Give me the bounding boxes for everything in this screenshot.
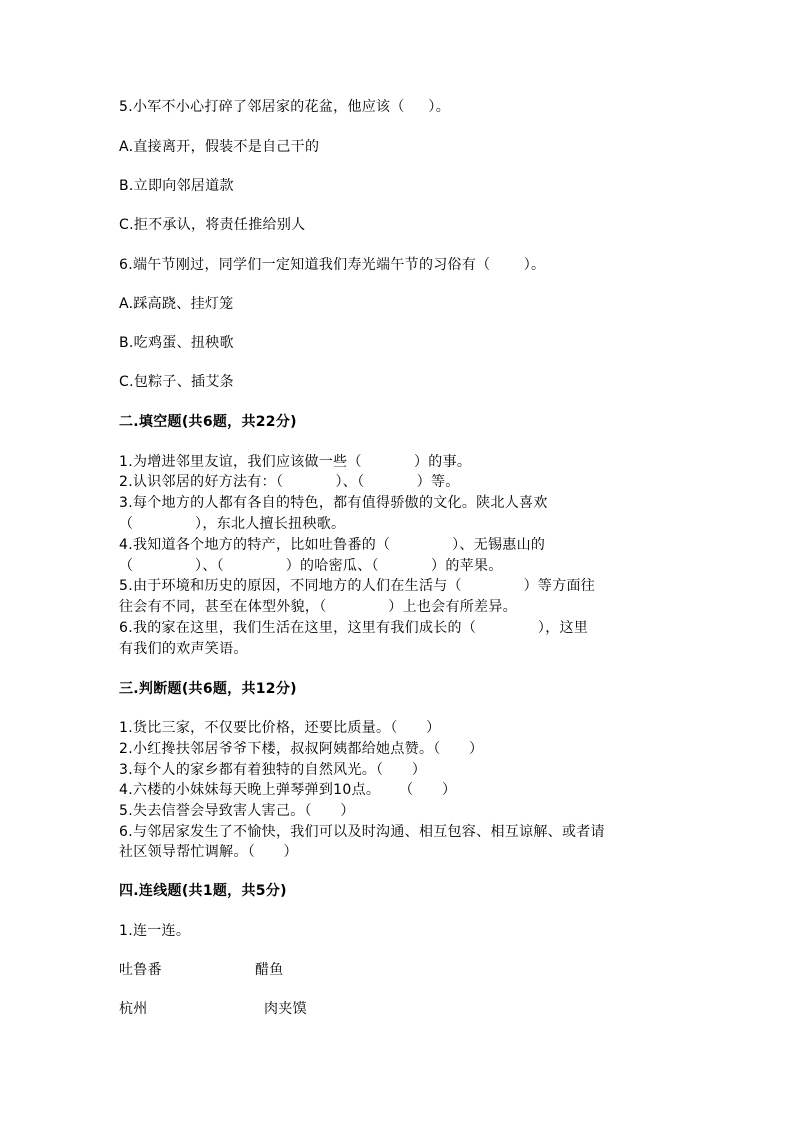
fill-line-7: 5.由于环境和历史的原因，不同地方的人们在生活与（ ）等方面往 <box>119 578 596 594</box>
question-5-stem: 5.小军不小心打碎了邻居家的花盆，他应该（ ）。 <box>119 99 451 115</box>
judge-line-5: 5.失去信誉会导致害人害己。（ ） <box>119 803 355 819</box>
section-4-heading: 四.连线题(共1题，共5分) <box>119 883 287 899</box>
question-6-option-a: A.踩高跷、挂灯笼 <box>119 296 234 312</box>
match-right-1: 醋鱼 <box>255 962 284 978</box>
question-6-option-b: B.吃鸡蛋、扭秧歌 <box>119 335 234 351</box>
section-3-heading: 三.判断题(共6题，共12分) <box>119 681 297 697</box>
judge-line-7: 社区领导帮忙调解。（ ） <box>119 844 298 860</box>
question-6-stem: 6.端午节刚过，同学们一定知道我们寿光端午节的习俗有（ ）。 <box>119 257 546 273</box>
judge-line-3: 3.每个人的家乡都有着独特的自然风光。（ ） <box>119 762 427 778</box>
section-2-heading: 二.填空题(共6题，共22分) <box>119 414 297 430</box>
question-5-option-c: C.拒不承认，将责任推给别人 <box>119 217 306 233</box>
question-5-option-b: B.立即向邻居道款 <box>119 178 234 194</box>
fill-line-1: 1.为增进邻里友谊，我们应该做一些（ ）的事。 <box>119 454 472 470</box>
match-left-2: 杭州 <box>119 1001 148 1017</box>
fill-line-9: 6.我的家在这里，我们生活在这里，这里有我们成长的（ ），这里 <box>119 620 589 636</box>
fill-line-6: （ ）、（ ）的哈密瓜、（ ）的苹果。 <box>119 558 503 574</box>
judge-line-2: 2.小红搀扶邻居爷爷下楼，叔叔阿姨都给她点赞。（ ） <box>119 741 484 757</box>
fill-line-10: 有我们的欢声笑语。 <box>119 641 248 657</box>
judge-line-4: 4.六楼的小妹妹每天晚上弹琴弹到10点。 （ ） <box>119 782 457 798</box>
fill-line-3: 3.每个地方的人都有各自的特色，都有值得骄傲的文化。陕北人喜欢 <box>119 495 548 511</box>
match-right-2: 肉夹馍 <box>264 1001 307 1017</box>
fill-line-5: 4.我知道各个地方的特产，比如吐鲁番的（ ）、无锡惠山的 <box>119 537 546 553</box>
fill-line-2: 2.认识邻居的好方法有：（ ）、（ ）等。 <box>119 474 460 490</box>
match-question-1: 1.连一连。 <box>119 923 191 939</box>
fill-line-8: 往会有不同，甚至在体型外貌，（ ）上也会有所差异。 <box>119 599 517 615</box>
judge-line-1: 1.货比三家，不仅要比价格，还要比质量。（ ） <box>119 720 441 736</box>
judge-line-6: 6.与邻居家发生了不愉快，我们可以及时沟通、相互包容、相互谅解、或者请 <box>119 824 605 840</box>
match-left-1: 吐鲁番 <box>119 962 162 978</box>
fill-line-4: （ ），东北人擅长扭秧歌。 <box>119 516 346 532</box>
question-5-option-a: A.直接离开，假装不是自己干的 <box>119 139 320 155</box>
question-6-option-c: C.包粽子、插艾条 <box>119 374 234 390</box>
